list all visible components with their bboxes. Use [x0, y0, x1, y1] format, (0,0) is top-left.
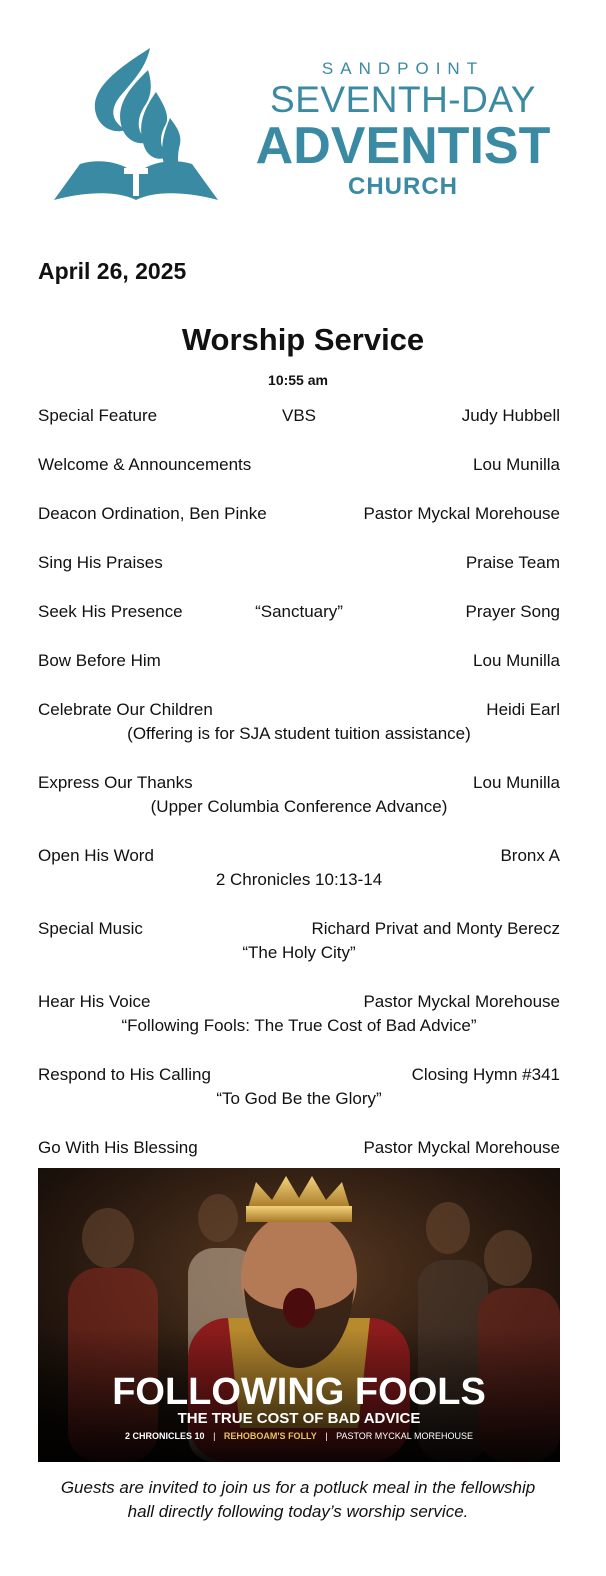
order-item-note: “The Holy City”	[242, 943, 356, 962]
order-item-row	[38, 917, 560, 941]
banner-ref-topic: REHOBOAM'S FOLLY	[223, 1431, 317, 1441]
order-item-title: Deacon Ordination, Ben Pinke	[38, 504, 267, 523]
order-item-leader: Lou Munilla	[473, 651, 560, 670]
logo-line-church: CHURCH	[348, 173, 458, 200]
order-item	[38, 502, 560, 526]
order-item-title: Bow Before Him	[38, 651, 161, 670]
order-item-leader: Richard Privat and Monty Berecz	[311, 919, 560, 938]
order-item-leader: Pastor Myckal Morehouse	[363, 1138, 560, 1157]
order-item-title: Go With His Blessing	[38, 1138, 198, 1157]
order-item-leader: Praise Team	[465, 553, 560, 572]
order-item-title: Seek His Presence	[38, 602, 183, 621]
logo-line-seventh-day: SEVENTH-DAY	[270, 79, 536, 120]
banner-ref-scripture: 2 CHRONICLES 10	[125, 1431, 205, 1441]
order-item	[38, 917, 560, 965]
order-item	[38, 1063, 560, 1111]
order-item-row	[38, 1136, 560, 1160]
order-item-row	[38, 502, 560, 526]
order-of-service	[38, 404, 560, 1185]
order-item-title: Respond to His Calling	[38, 1065, 211, 1084]
logo-wordmark	[238, 58, 568, 202]
order-item-row	[38, 698, 560, 722]
order-item-title: Welcome & Announcements	[38, 455, 252, 474]
order-item-note: (Offering is for SJA student tuition assistance)	[127, 724, 471, 743]
order-item-row	[38, 1063, 560, 1087]
order-item-row	[38, 404, 560, 428]
service-time: 10:55 am	[268, 372, 328, 388]
order-item-leader: Pastor Myckal Morehouse	[363, 504, 560, 523]
order-item-leader: Closing Hymn #341	[411, 1065, 560, 1084]
page-title: Worship Service	[181, 322, 425, 357]
footer-line-1: Guests are invited to join us for a potluck meal in the fellowship	[60, 1478, 536, 1497]
footer-line-2: hall directly following today’s worship service.	[127, 1502, 469, 1521]
sermon-banner-image	[38, 1168, 560, 1462]
order-item	[38, 1136, 560, 1160]
order-item-leader: Lou Munilla	[473, 455, 560, 474]
order-item	[38, 990, 560, 1038]
order-item-detail: “Sanctuary”	[255, 602, 343, 621]
order-item-row	[38, 453, 560, 477]
order-item-row	[38, 600, 560, 624]
order-item	[38, 404, 560, 428]
service-date: April 26, 2025	[38, 258, 187, 284]
banner-reference-line	[125, 1431, 473, 1441]
order-item-leader: Heidi Earl	[486, 700, 560, 719]
order-item-note: “Following Fools: The True Cost of Bad Advice”	[121, 1016, 477, 1035]
potluck-invitation	[0, 1476, 596, 1524]
order-item	[38, 453, 560, 477]
logo-line-adventist: ADVENTIST	[255, 117, 551, 175]
logo-line-sandpoint: SANDPOINT	[321, 59, 485, 78]
order-item-row	[38, 844, 560, 868]
order-item-title: Sing His Praises	[38, 553, 163, 572]
order-item	[38, 771, 560, 819]
banner-separator: |	[213, 1431, 216, 1441]
order-item-title: Special Music	[38, 919, 143, 938]
banner-ref-pastor: PASTOR MYCKAL MOREHOUSE	[336, 1431, 473, 1441]
sermon-banner	[38, 1168, 560, 1462]
order-item-note: (Upper Columbia Conference Advance)	[150, 797, 448, 816]
order-item	[38, 649, 560, 673]
order-item-title: Express Our Thanks	[38, 773, 193, 792]
banner-subtitle: THE TRUE COST OF BAD ADVICE	[177, 1410, 421, 1427]
church-logo	[0, 0, 606, 215]
order-item-row	[38, 649, 560, 673]
order-item	[38, 551, 560, 575]
order-item	[38, 600, 560, 624]
order-item	[38, 698, 560, 746]
banner-title: FOLLOWING FOOLS	[112, 1371, 486, 1413]
order-item-title: Special Feature	[38, 406, 158, 425]
order-item-leader: Bronx A	[500, 846, 560, 865]
order-item-leader: Prayer Song	[465, 602, 560, 621]
order-item-leader: Lou Munilla	[473, 773, 560, 792]
banner-separator: |	[325, 1431, 328, 1441]
order-item-leader: Judy Hubbell	[461, 406, 560, 425]
order-item	[38, 844, 560, 892]
order-item-title: Celebrate Our Children	[38, 700, 213, 719]
adventist-flame-bible-icon	[52, 46, 220, 202]
order-item-leader: Pastor Myckal Morehouse	[363, 992, 560, 1011]
order-item-note: “To God Be the Glory”	[216, 1089, 382, 1108]
order-item-row	[38, 771, 560, 795]
order-item-detail: VBS	[281, 406, 317, 425]
order-item-note: 2 Chronicles 10:13-14	[215, 870, 383, 889]
order-item-row	[38, 551, 560, 575]
order-item-title: Open His Word	[38, 846, 154, 865]
order-item-title: Hear His Voice	[38, 992, 151, 1011]
order-item-row	[38, 990, 560, 1014]
